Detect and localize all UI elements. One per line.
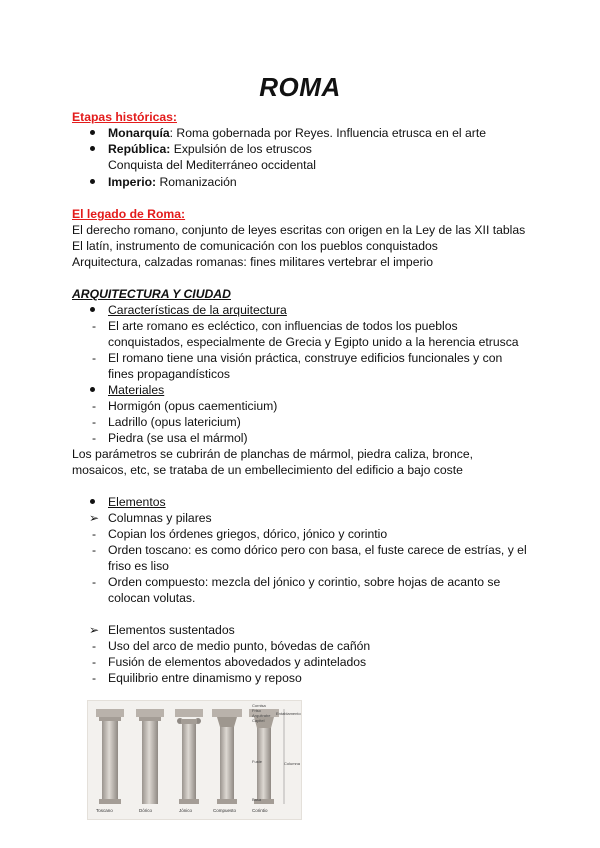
annotation: Friso <box>252 708 261 713</box>
columna-line: colocan volutas. <box>108 591 196 605</box>
sustentado-line: Fusión de elementos abovedados y adintelados <box>108 655 367 669</box>
dash-icon: - <box>92 399 97 413</box>
columna-line: Orden toscano: es como dórico pero con basa, el fuste carece de estrías, y el <box>108 543 527 557</box>
bullet-icon <box>90 495 95 510</box>
annotation: Fuste <box>252 759 263 764</box>
sustentados-heading: Elementos sustentados <box>108 623 235 637</box>
column-toscano <box>96 709 124 804</box>
etapa-monarquia: Monarquía: Roma gobernada por Reyes. Influencia etrusca en el arte <box>108 126 487 140</box>
arrow-icon: ➢ <box>89 511 100 525</box>
column-dorico <box>136 709 164 804</box>
arrow-icon: ➢ <box>89 623 100 637</box>
bullet-icon <box>90 142 95 157</box>
column-label: Jónico <box>179 808 193 813</box>
annotation: Cornisa <box>252 703 266 708</box>
caracteristica-line: conquistados, especialmente de Grecia y Egipto unido a la herencia etrusca <box>108 335 519 349</box>
orders-figure <box>87 700 302 820</box>
column-label: Dórico <box>139 808 153 813</box>
dash-icon: - <box>92 319 97 333</box>
column-label: Toscano <box>96 808 113 813</box>
dash-icon: - <box>92 639 97 653</box>
annotation: Basa <box>252 797 262 802</box>
parametros-line: Los parámetros se cubrirán de planchas de mármol, piedra caliza, bronce, <box>72 447 474 461</box>
dash-icon: - <box>92 415 97 429</box>
bullet-icon <box>90 383 95 398</box>
columna-line: Orden compuesto: mezcla del jónico y corintio, sobre hojas de acanto se <box>108 575 501 589</box>
annotation: Columna <box>284 761 301 766</box>
dash-icon: - <box>92 671 97 685</box>
column-label: Compuesto <box>213 808 237 813</box>
annotation: Arquitrabe <box>252 713 271 718</box>
materiales-heading: Materiales <box>108 383 165 397</box>
arquitectura-heading: ARQUITECTURA Y CIUDAD <box>72 287 231 301</box>
page-title: ROMA <box>259 72 341 102</box>
dash-icon: - <box>92 575 97 589</box>
sustentado-line: Equilibrio entre dinamismo y reposo <box>108 671 302 685</box>
caracteristica-line: fines propagandísticos <box>108 367 230 381</box>
material-item: Piedra (se usa el mármol) <box>108 431 248 445</box>
legado-line: El derecho romano, conjunto de leyes escritas con origen en la Ley de las XII tablas <box>72 223 526 237</box>
caracteristica-line: El arte romano es ecléctico, con influencias de todos los pueblos <box>108 319 458 333</box>
bullet-icon <box>90 126 95 141</box>
material-item: Ladrillo (opus latericium) <box>108 415 241 429</box>
legado-line: Arquitectura, calzadas romanas: fines militares vertebrar el imperio <box>72 255 434 269</box>
caracteristica-line: El romano tiene una visión práctica, construye edificios funcionales y con <box>108 351 503 365</box>
material-item: Hormigón (opus caementicium) <box>108 399 278 413</box>
parametros-line: mosaicos, etc, se trataba de un embellecimiento del edificio a bajo coste <box>72 463 463 477</box>
columna-line: friso es liso <box>108 559 169 573</box>
columna-line: Copian los órdenes griegos, dórico, jónico y corintio <box>108 527 388 541</box>
etapa-imperio: Imperio: Romanización <box>108 175 237 189</box>
dash-icon: - <box>92 527 97 541</box>
sustentado-line: Uso del arco de medio punto, bóvedas de cañón <box>108 639 371 653</box>
columnas-heading: Columnas y pilares <box>108 511 212 525</box>
annotation: Entablamento <box>276 711 301 716</box>
column-compuesto <box>212 709 242 804</box>
etapa-republica-cont: Conquista del Mediterráneo occidental <box>108 158 316 172</box>
etapas-heading: Etapas históricas: <box>72 110 177 124</box>
etapa-republica: República: Expulsión de los etruscos <box>108 142 312 156</box>
columns-illustration <box>88 701 301 819</box>
annotation: Capitel <box>252 718 265 723</box>
legado-line: El latín, instrumento de comunicación con los pueblos conquistados <box>72 239 438 253</box>
caracteristicas-heading: Características de la arquitectura <box>108 303 287 317</box>
dash-icon: - <box>92 431 97 445</box>
bullet-icon <box>90 175 95 190</box>
column-jonico <box>175 709 203 804</box>
column-label: Corintio <box>252 808 268 813</box>
column-corintio <box>249 709 279 804</box>
dash-icon: - <box>92 543 97 557</box>
legado-heading: El legado de Roma: <box>72 207 186 221</box>
bullet-icon <box>90 303 95 318</box>
elementos-heading: Elementos <box>108 495 166 509</box>
dash-icon: - <box>92 655 97 669</box>
dash-icon: - <box>92 351 97 365</box>
